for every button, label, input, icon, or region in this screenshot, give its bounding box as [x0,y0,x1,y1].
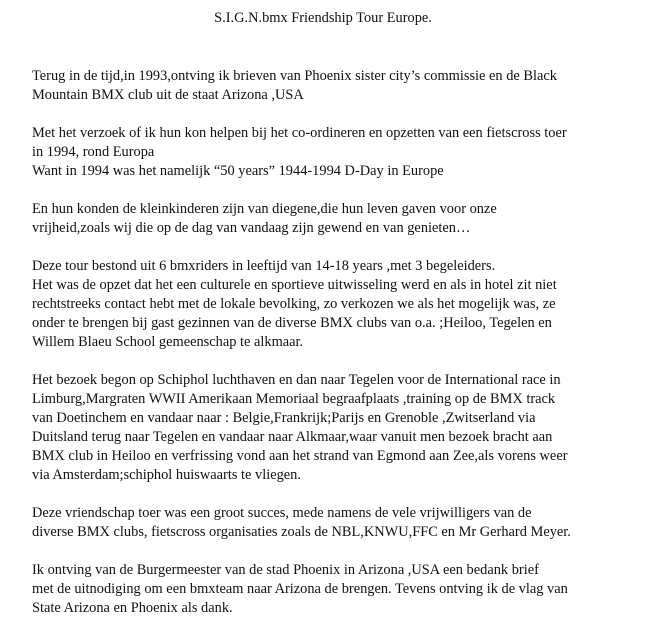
text-line: BMX club in Heiloo en verfrissing vond aan het strand van Egmond aan Zee,als vorens weer [32,448,568,464]
text-line: Mountain BMX club uit de staat Arizona ,USA [32,87,304,103]
text-line: Terug in de tijd,in 1993,ontving ik brieven van Phoenix sister city’s commissie en de Black [32,68,557,84]
paragraph-7 [32,561,644,618]
text-line: vrijheid,zoals wij die op de dag van vandaag zijn gewend en van genieten… [32,220,471,236]
text-line: rechtstreeks contact hebt met de lokale bevolking, zo verkozen we als het mogelijk was, ze [32,296,556,312]
text-line: in 1994, rond Europa [32,144,155,160]
paragraph-1 [32,67,644,105]
text-line: via Amsterdam;schiphol huiswaarts te vliegen. [32,467,301,483]
text-line: Limburg,Margraten WWII Amerikaan Memoriaal begraafplaats ,training op de BMX track [32,391,556,407]
text-line: Willem Blaeu School gemeenschap te alkmaar. [32,334,304,350]
document-title: S.I.G.N.bmx Friendship Tour Europe. [214,10,432,26]
text-line: Het bezoek begon op Schiphol luchthaven en dan naar Tegelen voor de International race in [32,372,561,388]
paragraph-5 [32,371,644,485]
text-line: met de uitnodiging om een bmxteam naar Arizona de brengen. Tevens ontving ik de vlag van [32,581,568,597]
text-line: Het was de opzet dat het een culturele en sportieve uitwisseling werd en als in hotel zit niet [32,277,557,293]
document-body [32,67,644,637]
text-line: State Arizona en Phoenix als dank. [32,600,233,616]
paragraph-3 [32,200,644,238]
paragraph-2 [32,124,644,181]
paragraph-6 [32,504,644,542]
text-line: diverse BMX clubs, fietscross organisaties zoals de NBL,KNWU,FFC en Mr Gerhard Meyer. [32,524,571,540]
text-line: van Doetinchem en vandaar naar : Belgie,Frankrijk;Parijs en Grenoble ,Zwitserland via [32,410,536,426]
text-line: Met het verzoek of ik hun kon helpen bij het co-ordineren en opzetten van een fietscross toer [32,125,567,141]
text-line: Duitsland terug naar Tegelen en vandaar naar Alkmaar,waar vanuit men bezoek bracht aan [32,429,553,445]
text-line: onder te brengen bij gast gezinnen van de diverse BMX clubs van o.a. ;Heiloo, Tegelen en [32,315,552,331]
paragraph-4 [32,257,644,352]
text-line: Ik ontving van de Burgermeester van de stad Phoenix in Arizona ,USA een bedank brief [32,562,539,578]
text-line: En hun konden de kleinkinderen zijn van diegene,die hun leven gaven voor onze [32,201,497,217]
text-line: Deze tour bestond uit 6 bmxriders in leeftijd van 14-18 years ,met 3 begeleiders. [32,258,496,274]
text-line: Deze vriendschap toer was een groot succes, mede namens de vele vrijwilligers van de [32,505,532,521]
text-line: Want in 1994 was het namelijk “50 years” 1944-1994 D-Day in Europe [32,163,444,179]
